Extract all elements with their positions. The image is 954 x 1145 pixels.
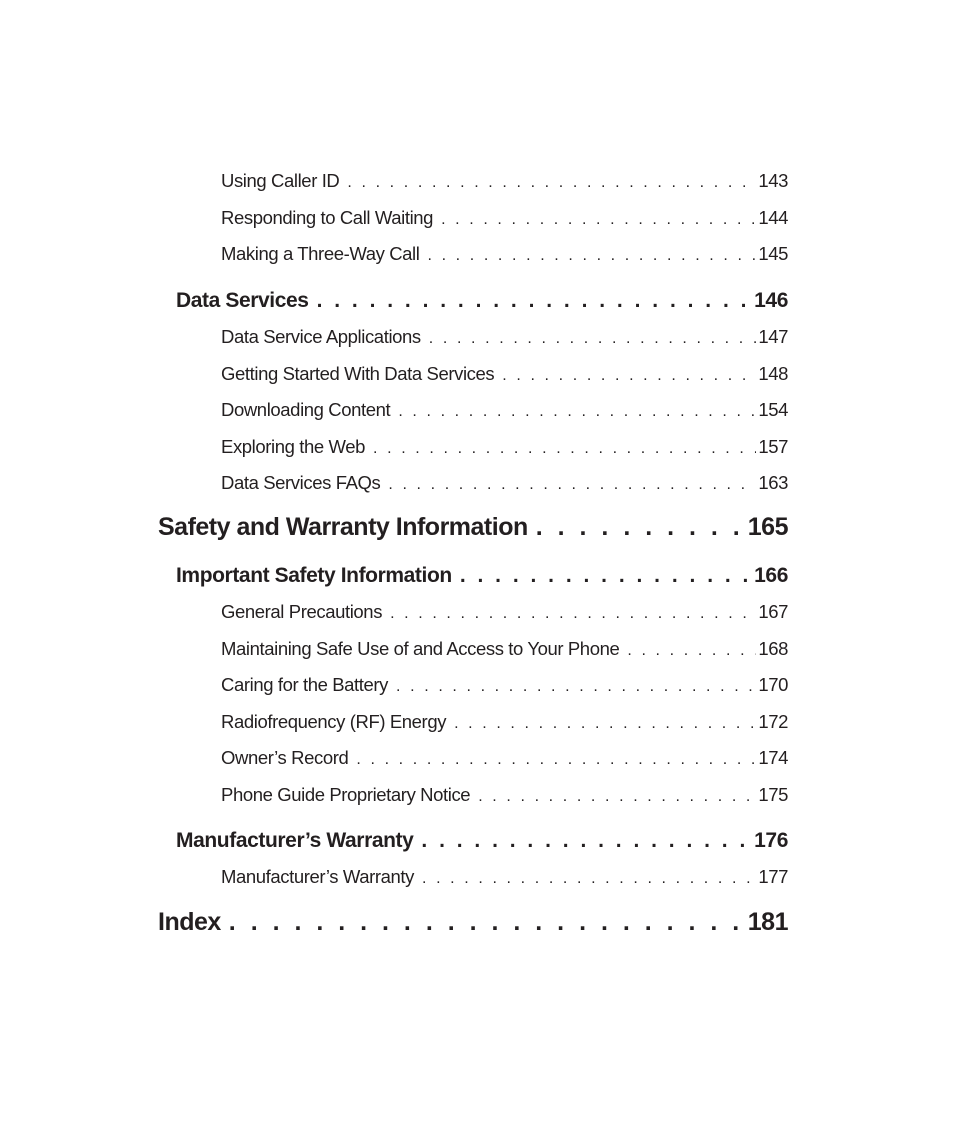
toc-entry-page: 154: [758, 399, 788, 420]
toc-entry-title: Phone Guide Proprietary Notice: [221, 784, 471, 805]
toc-entry-title: Maintaining Safe Use of and Access to Your Phone: [221, 638, 620, 659]
toc-entry-downloading-content[interactable]: [221, 401, 788, 420]
toc-entry-title: Important Safety Information: [176, 564, 452, 587]
dot-leader: [229, 910, 746, 935]
toc-chapter-safety-and-warranty[interactable]: [158, 515, 788, 540]
toc-entry-making-three-way-call[interactable]: [221, 245, 788, 264]
toc-entry-responding-to-call-waiting[interactable]: [221, 209, 788, 228]
toc-entry-title: Responding to Call Waiting: [221, 207, 434, 228]
dot-leader: [356, 752, 756, 768]
toc-entry-page: 146: [754, 289, 788, 312]
toc-entry-page: 163: [758, 472, 788, 493]
dot-leader: [396, 679, 756, 695]
toc-entry-title: Owner’s Record: [221, 747, 349, 768]
dot-leader: [421, 830, 752, 851]
toc-entry-page: 148: [758, 363, 788, 384]
toc-section-data-services[interactable]: [176, 290, 788, 311]
toc-entry-page: 157: [758, 436, 788, 457]
toc-entry-page: 177: [758, 866, 788, 887]
dot-leader: [427, 248, 756, 264]
toc-entry-title: Caring for the Battery: [221, 674, 389, 695]
toc-entry-getting-started[interactable]: [221, 365, 788, 384]
toc-entry-title: Exploring the Web: [221, 436, 366, 457]
toc-entry-page: 144: [758, 207, 788, 228]
toc-section-manufacturers-warranty[interactable]: [176, 830, 788, 851]
toc-section-important-safety[interactable]: [176, 565, 788, 586]
toc-entry-title: Using Caller ID: [221, 170, 340, 191]
toc-entry-title: Data Services FAQs: [221, 472, 381, 493]
toc-entry-title: Index: [158, 908, 221, 936]
toc-entry-caring-for-battery[interactable]: [221, 676, 788, 695]
dot-leader: [429, 331, 757, 347]
toc-entry-title: Safety and Warranty Information: [158, 513, 528, 541]
toc-chapter-index[interactable]: [158, 910, 788, 935]
toc-entry-page: 145: [758, 243, 788, 264]
toc-entry-page: 181: [747, 908, 788, 936]
dot-leader: [390, 606, 756, 622]
toc-entry-page: 167: [758, 601, 788, 622]
toc-entry-maintaining-safe-use[interactable]: [221, 640, 788, 659]
toc-entry-page: 172: [758, 711, 788, 732]
toc-entry-title: Data Service Applications: [221, 326, 421, 347]
toc-entry-title: Downloading Content: [221, 399, 391, 420]
dot-leader: [388, 477, 756, 493]
toc-entry-page: 174: [758, 747, 788, 768]
toc-entry-page: 165: [747, 513, 788, 541]
toc-entry-title: Manufacturer’s Warranty: [221, 866, 414, 887]
toc-entry-page: 176: [754, 829, 788, 852]
toc-entry-data-services-faqs[interactable]: [221, 474, 788, 493]
toc-entry-owners-record[interactable]: [221, 749, 788, 768]
dot-leader: [398, 404, 756, 420]
toc-entry-title: General Precautions: [221, 601, 383, 622]
toc-entry-data-service-applications[interactable]: [221, 328, 788, 347]
dot-leader: [373, 441, 756, 457]
toc-entry-using-caller-id[interactable]: [221, 172, 788, 191]
toc-entry-page: 147: [758, 326, 788, 347]
toc-entry-title: Radiofrequency (RF) Energy: [221, 711, 447, 732]
toc-entry-page: 143: [758, 170, 788, 191]
toc-entry-phone-guide-notice[interactable]: [221, 786, 788, 805]
toc-entry-page: 175: [758, 784, 788, 805]
toc-entry-title: Making a Three-Way Call: [221, 243, 420, 264]
toc-entry-page: 168: [758, 638, 788, 659]
dot-leader: [454, 716, 756, 732]
toc-entry-manufacturers-warranty[interactable]: [221, 868, 788, 887]
dot-leader: [502, 368, 756, 384]
dot-leader: [478, 789, 756, 805]
dot-leader: [536, 515, 746, 540]
toc-entry-exploring-the-web[interactable]: [221, 438, 788, 457]
toc-entry-title: Manufacturer’s Warranty: [176, 829, 414, 852]
dot-leader: [317, 290, 753, 311]
toc-entry-page: 170: [758, 674, 788, 695]
toc-entry-radiofrequency-energy[interactable]: [221, 713, 788, 732]
dot-leader: [422, 871, 756, 887]
dot-leader: [627, 643, 756, 659]
dot-leader: [460, 565, 752, 586]
toc-entry-title: Data Services: [176, 289, 309, 312]
toc-entry-page: 166: [754, 564, 788, 587]
toc-entry-general-precautions[interactable]: [221, 603, 788, 622]
dot-leader: [347, 175, 756, 191]
toc-entry-title: Getting Started With Data Services: [221, 363, 495, 384]
dot-leader: [441, 212, 756, 228]
